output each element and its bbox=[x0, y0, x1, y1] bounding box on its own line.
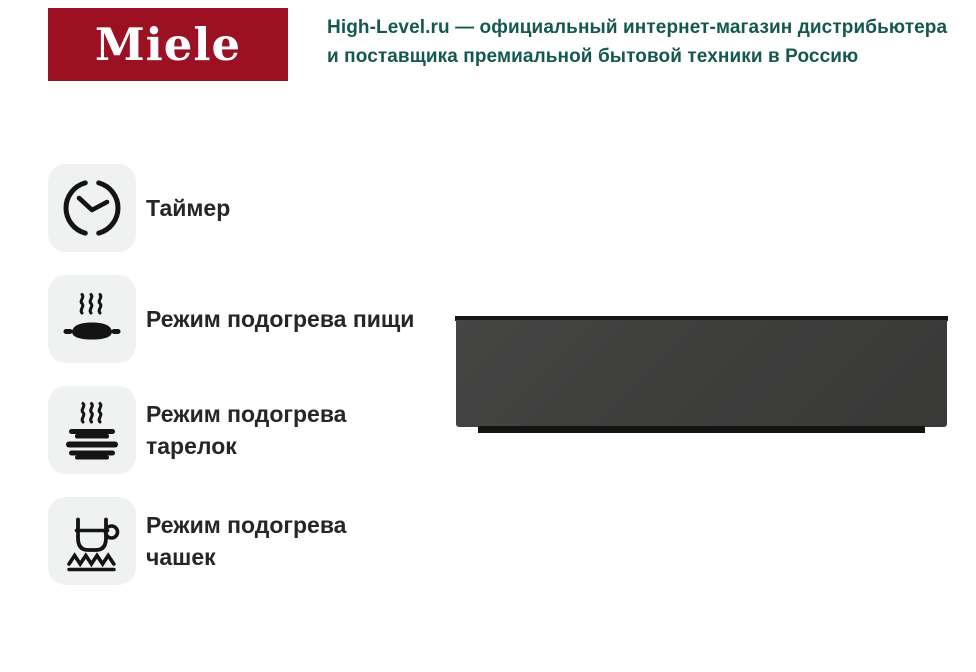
tagline-line-1: High-Level.ru — официальный интернет-магазин дистрибьютера bbox=[327, 17, 948, 38]
drawer-front-panel bbox=[456, 320, 947, 427]
timer-clock-icon bbox=[60, 176, 124, 240]
feature-item-cup-warming bbox=[48, 497, 414, 585]
feature-label: Режим подогрева пищи bbox=[146, 306, 415, 332]
store-tagline bbox=[327, 13, 947, 71]
product-image-warming-drawer bbox=[456, 316, 947, 433]
miele-logo: Miele bbox=[48, 8, 288, 81]
food-warming-mode-icon bbox=[60, 287, 124, 351]
feature-item-plate-warming bbox=[48, 386, 414, 474]
feature-icon-tile bbox=[48, 497, 136, 585]
cup-warming-mode-icon bbox=[60, 509, 124, 573]
feature-icon-tile bbox=[48, 164, 136, 252]
feature-item-timer bbox=[48, 164, 414, 252]
feature-icon-tile bbox=[48, 386, 136, 474]
plate-warming-mode-icon bbox=[60, 398, 124, 462]
feature-label: Режим подогрева чашек bbox=[146, 512, 347, 570]
drawer-base-plinth bbox=[478, 426, 925, 433]
feature-item-food-warming bbox=[48, 275, 414, 363]
feature-label: Режим подогрева тарелок bbox=[146, 401, 347, 459]
tagline-line-2: и поставщика премиальной бытовой техники в Россию bbox=[327, 46, 859, 67]
feature-label: Таймер bbox=[146, 195, 231, 221]
feature-list bbox=[48, 164, 414, 585]
feature-icon-tile bbox=[48, 275, 136, 363]
